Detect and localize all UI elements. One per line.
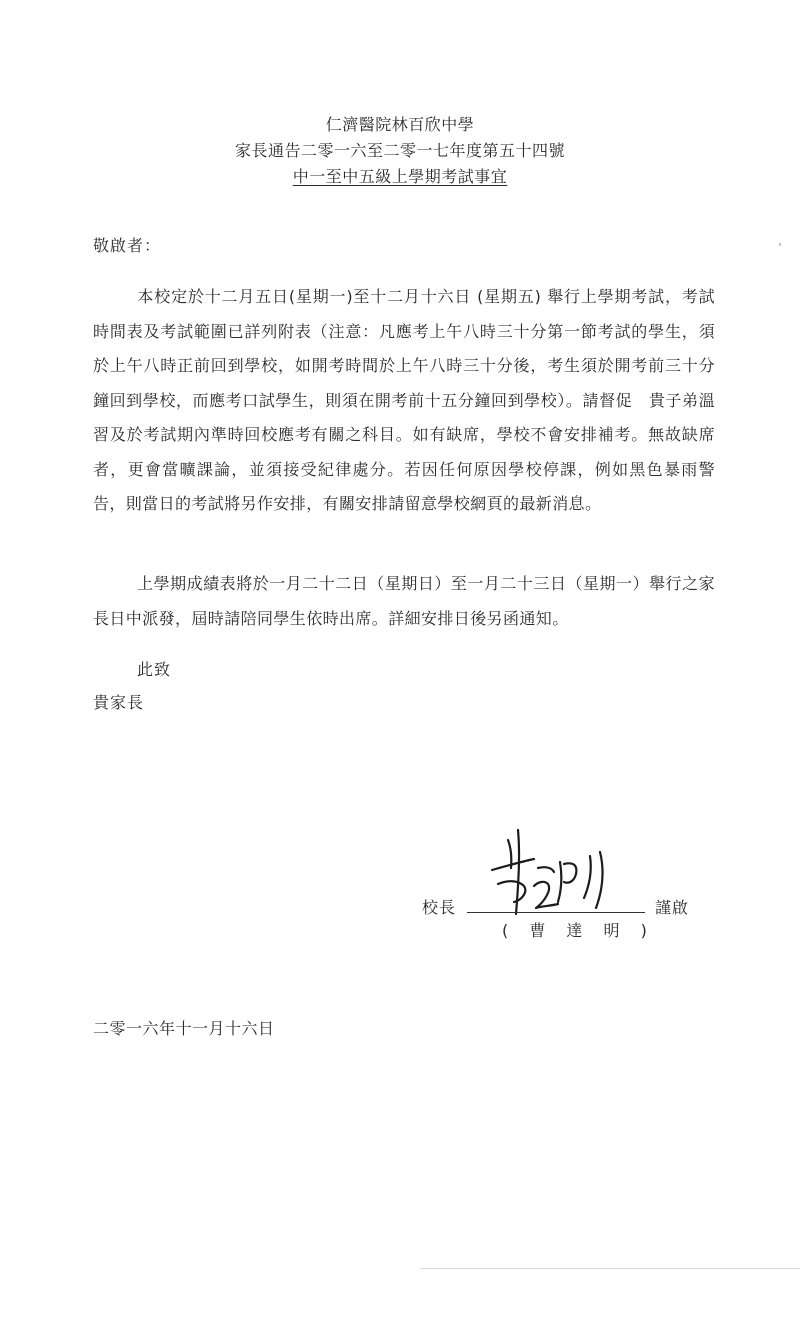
scan-edge-line	[420, 1268, 800, 1269]
scan-speck	[779, 243, 781, 246]
notice-number: 家長通告二零一六至二零一七年度第五十四號	[234, 141, 565, 160]
recipient: 貴家長	[93, 693, 145, 712]
principal-name: ( 曹 達 明 )	[502, 921, 655, 940]
notice-subject: 中一至中五級上學期考試事宜	[292, 167, 508, 186]
notice-date: 二零一六年十一月十六日	[93, 1019, 275, 1038]
notice-header	[0, 112, 800, 190]
signature-title: 校長	[422, 898, 457, 917]
closing-phrase: 此致	[137, 660, 172, 679]
salutation: 敬啟者：	[93, 236, 162, 255]
handwritten-signature	[478, 822, 628, 922]
body-paragraph-1	[93, 280, 715, 522]
body-paragraph-2-text: 上學期成績表將於一月二十二日（星期日）至一月二十三日（星期一）舉行之家長日中派發，屆時請陪同學生依時出席。詳細安排日後另函通知。	[93, 574, 715, 628]
school-name: 仁濟醫院林百欣中學	[325, 115, 475, 134]
body-paragraph-2	[93, 567, 715, 636]
signature-line	[467, 912, 645, 913]
body-paragraph-1-text: 本校定於十二月五日(星期一)至十二月十六日 (星期五) 舉行上學期考試，考試時間表及考試範圍已詳列附表（注意：凡應考上午八時三十分第一節考試的學生，須於上午八時正前回到學校，如開考時間於上午八時三十分後，考生須於開考前三十分鐘回到學校，而應考口試學生，則須在開考前十五分鐘回到學校）。請督促 貴子弟溫習及於考試期內準時回校應考有關之科目。如有缺席，學校不會安排補考。無故缺席者，更會當曠課論，並須接受紀律處分。若因任何原因學校停課，例如黑色暴雨警告，則當日的考試將另作安排，有關安排請留意學校網頁的最新消息。	[93, 287, 715, 513]
signature-respectfully: 謹啟	[655, 898, 690, 917]
